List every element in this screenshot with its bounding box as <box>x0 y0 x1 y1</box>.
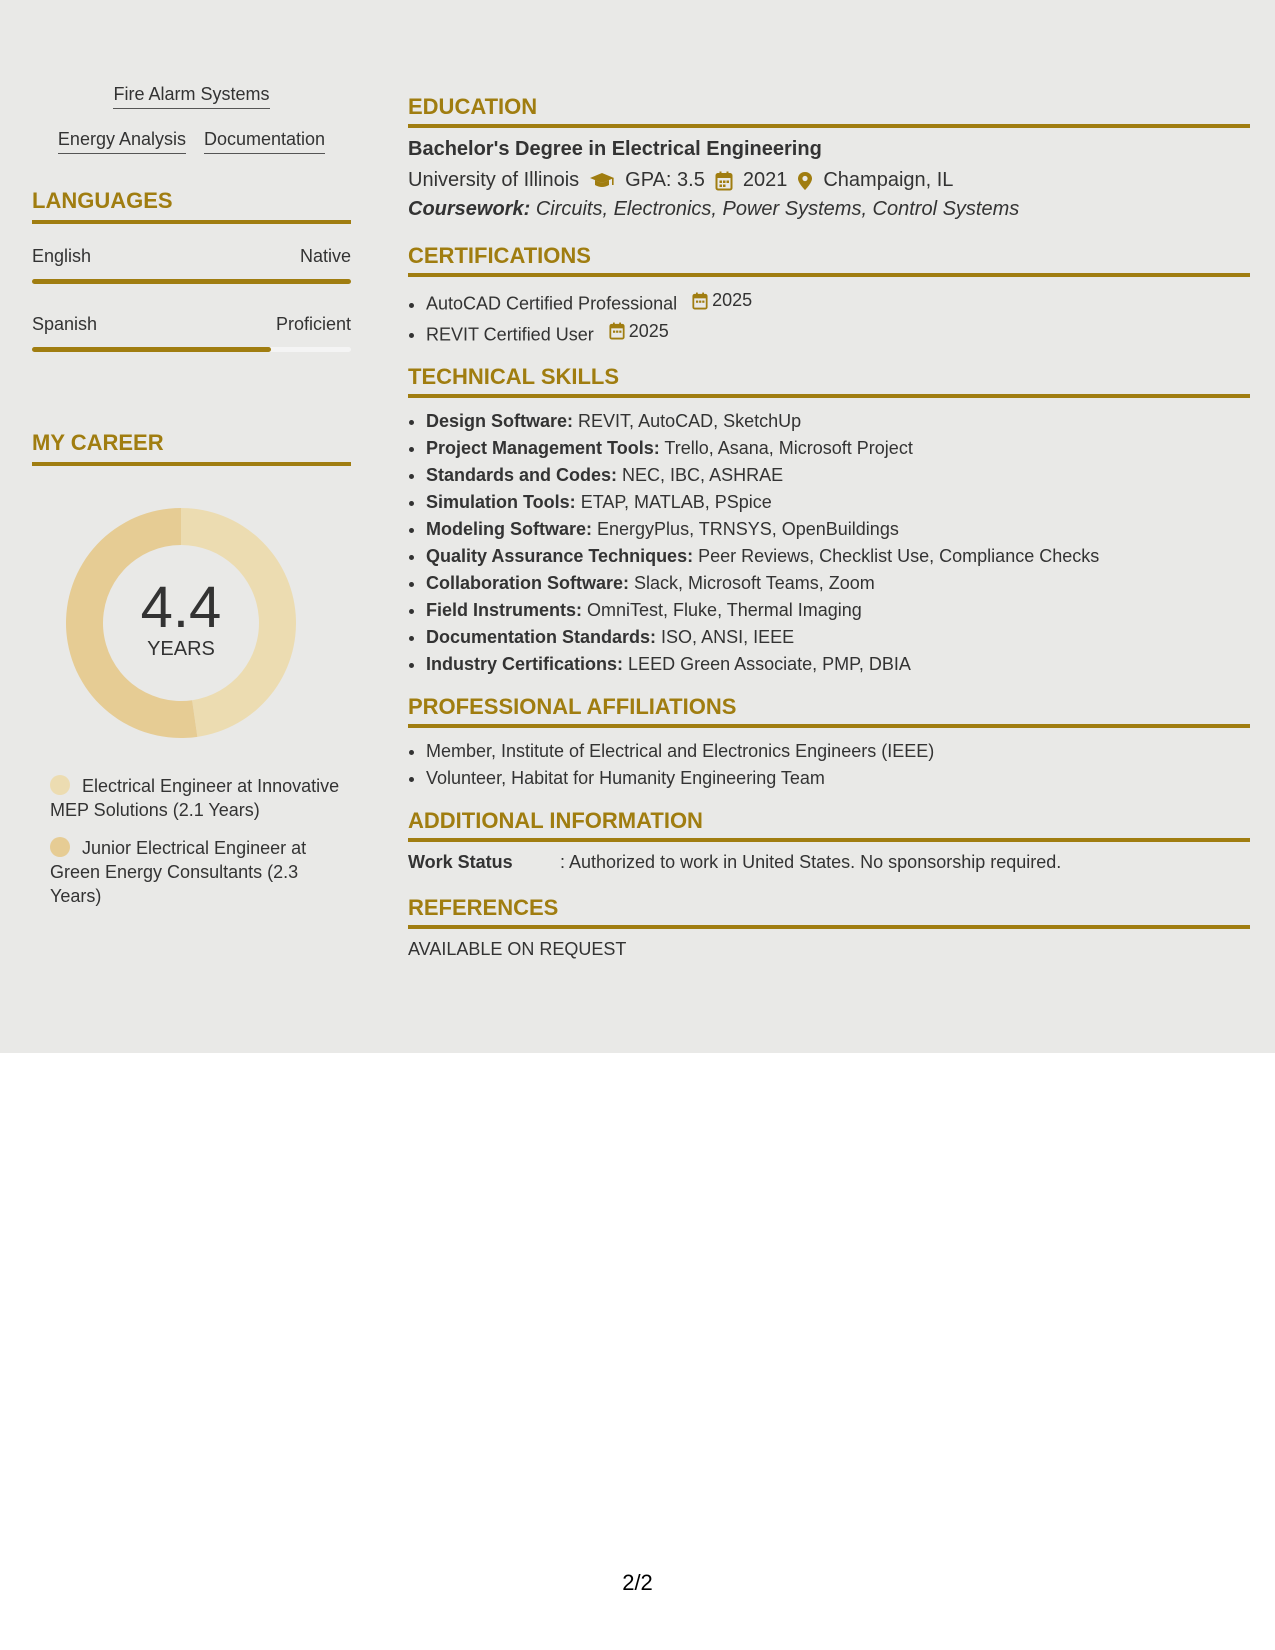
skill-category: Standards and Codes: <box>426 465 618 485</box>
skill-values: Trello, Asana, Microsoft Project <box>664 438 913 458</box>
legend-label: Electrical Engineer at Innovative MEP Solutions (2.1 Years) <box>50 776 340 820</box>
total-years-unit: YEARS <box>147 638 215 660</box>
education-title: EDUCATION <box>408 94 1250 128</box>
certification-name: AutoCAD Certified Professional <box>426 293 678 314</box>
certification-date: 2025 <box>628 320 669 341</box>
certifications-title: CERTIFICATIONS <box>408 243 1250 277</box>
school-name: University of Illinois <box>408 169 580 191</box>
skill-values: NEC, IBC, ASHRAE <box>622 465 784 485</box>
skill-tag: Energy Analysis <box>58 129 186 154</box>
skill-item <box>426 489 1250 516</box>
skill-tag: Fire Alarm Systems <box>113 84 269 109</box>
career-title: MY CAREER <box>32 430 351 466</box>
language-level: Native <box>299 246 351 266</box>
skill-values: ETAP, MATLAB, PSpice <box>580 492 772 512</box>
skill-category: Collaboration Software: <box>426 573 630 593</box>
work-status-row <box>408 852 1250 873</box>
skill-values: REVIT, AutoCAD, SketchUp <box>578 411 802 431</box>
graduation-cap-icon <box>589 172 615 190</box>
language-proficiency-fill <box>32 279 351 284</box>
skill-tags-row-1 <box>32 84 351 109</box>
gpa: GPA: 3.5 <box>625 169 705 191</box>
skill-item <box>426 408 1250 435</box>
total-years-value: 4.4 <box>140 575 222 640</box>
location: Champaign, IL <box>823 169 954 191</box>
list-item <box>426 318 1250 349</box>
skill-values: Peer Reviews, Checklist Use, Compliance Checks <box>698 546 1100 566</box>
additional-info-section <box>408 808 1250 873</box>
legend-label: Junior Electrical Engineer at Green Energy Consultants (2.3 Years) <box>50 838 307 906</box>
legend-dot <box>50 837 70 857</box>
skill-category: Industry Certifications: <box>426 654 624 674</box>
skill-tags-row-2 <box>32 129 351 154</box>
skill-values: OmniTest, Fluke, Thermal Imaging <box>587 600 862 620</box>
affiliations-list <box>408 738 1250 792</box>
education-meta <box>408 169 1250 192</box>
calendar-icon <box>692 292 708 310</box>
coursework <box>408 198 1250 221</box>
language-item <box>32 314 351 352</box>
calendar-icon <box>609 322 625 340</box>
skill-item <box>426 597 1250 624</box>
graduation-year: 2021 <box>742 169 788 191</box>
degree-title: Bachelor's Degree in Electrical Engineering <box>408 138 822 160</box>
work-status-value: : Authorized to work in United States. No sponsorship required. <box>560 852 1062 872</box>
certifications-list <box>408 287 1250 348</box>
references-title: REFERENCES <box>408 895 1250 929</box>
skill-category: Simulation Tools: <box>426 492 576 512</box>
certification-name: REVIT Certified User <box>426 324 594 344</box>
language-item <box>32 246 351 284</box>
skill-item <box>426 516 1250 543</box>
donut-center <box>66 575 296 661</box>
career-donut-chart <box>66 508 296 738</box>
skill-category: Design Software: <box>426 411 574 431</box>
skill-values: Slack, Microsoft Teams, Zoom <box>634 573 875 593</box>
legend-item <box>50 774 340 822</box>
location-pin-icon <box>797 171 813 191</box>
language-level: Proficient <box>275 314 351 334</box>
certifications-section <box>408 243 1250 348</box>
skill-category: Project Management Tools: <box>426 438 660 458</box>
language-proficiency-bar <box>32 279 351 284</box>
coursework-value: Circuits, Electronics, Power Systems, Control Systems <box>535 198 1020 220</box>
career-legend <box>50 774 340 908</box>
skill-item <box>426 624 1250 651</box>
sidebar <box>32 84 351 922</box>
languages-section <box>32 188 351 352</box>
skill-category: Modeling Software: <box>426 519 592 539</box>
career-section <box>32 430 351 908</box>
skill-values: LEED Green Associate, PMP, DBIA <box>628 654 911 674</box>
additional-info-title: ADDITIONAL INFORMATION <box>408 808 1250 842</box>
calendar-icon <box>715 171 733 191</box>
skill-values: ISO, ANSI, IEEE <box>661 627 795 647</box>
skill-tag: Documentation <box>204 129 325 154</box>
technical-skills-list <box>408 408 1250 678</box>
skill-category: Field Instruments: <box>426 600 583 620</box>
language-proficiency-fill <box>32 347 271 352</box>
affiliations-section <box>408 694 1250 792</box>
skill-item <box>426 435 1250 462</box>
list-item <box>426 287 1250 318</box>
skill-values: EnergyPlus, TRNSYS, OpenBuildings <box>597 519 899 539</box>
certification-date: 2025 <box>712 290 753 310</box>
technical-skills-section <box>408 364 1250 678</box>
skill-item <box>426 543 1250 570</box>
language-proficiency-bar <box>32 347 351 352</box>
skill-item <box>426 570 1250 597</box>
main-content <box>408 94 1250 972</box>
skill-item <box>426 651 1250 678</box>
list-item: • Member, Institute of Electrical and Electronics Engineers (IEEE) <box>426 738 1250 765</box>
languages-title: LANGUAGES <box>32 188 351 224</box>
coursework-label: Coursework: <box>408 198 531 220</box>
legend-item <box>50 836 340 908</box>
work-status-label: Work Status <box>408 852 513 872</box>
page-number: 2/2 <box>622 1570 653 1595</box>
skill-category: Documentation Standards: <box>426 627 657 647</box>
technical-skills-title: TECHNICAL SKILLS <box>408 364 1250 398</box>
language-name: English <box>32 246 92 266</box>
list-item: • Volunteer, Habitat for Humanity Engineering Team <box>426 765 1250 792</box>
affiliations-title: PROFESSIONAL AFFILIATIONS <box>408 694 1250 728</box>
references-text: AVAILABLE ON REQUEST <box>408 939 627 959</box>
skill-category: Quality Assurance Techniques: <box>426 546 694 566</box>
language-name: Spanish <box>32 314 98 334</box>
references-section <box>408 895 1250 960</box>
education-section <box>408 94 1250 221</box>
legend-dot <box>50 775 70 795</box>
skill-item <box>426 462 1250 489</box>
